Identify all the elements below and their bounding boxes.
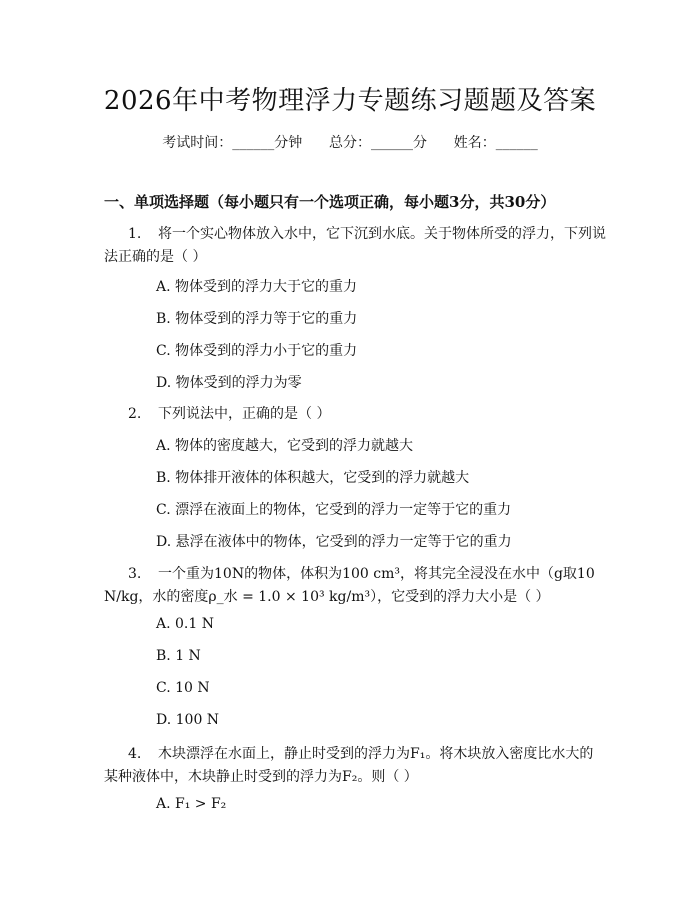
question-1-option-d: D. 物体受到的浮力为零 <box>156 375 302 391</box>
question-text: 下列说法中，正确的是（ ） <box>158 406 331 422</box>
question-3-option-d: D. 100 N <box>156 712 220 728</box>
question-number: 2. <box>128 406 142 422</box>
question-1-option-a: A. 物体受到的浮力大于它的重力 <box>156 279 358 295</box>
question-1-line-2: 法正确的是（ ） <box>104 249 207 265</box>
question-1-option-c: C. 物体受到的浮力小于它的重力 <box>156 343 358 359</box>
question-2-option-a: A. 物体的密度越大，它受到的浮力就越大 <box>156 438 414 454</box>
question-3-option-a: A. 0.1 N <box>156 616 214 632</box>
question-4-option-a: A. F₁ > F₂ <box>156 796 227 812</box>
question-4-line-1 <box>128 743 628 763</box>
question-number: 1. <box>128 226 142 242</box>
question-2-option-d: D. 悬浮在液体中的物体，它受到的浮力一定等于它的重力 <box>156 534 512 550</box>
question-text: 一个重为10N的物体，体积为100 cm³，将其完全浸没在水中（g取10 <box>158 566 595 582</box>
question-3-option-b: B. 1 N <box>156 648 201 664</box>
question-2-line-1 <box>128 403 628 423</box>
question-1-option-b: B. 物体受到的浮力等于它的重力 <box>156 311 358 327</box>
question-number: 3. <box>128 566 142 582</box>
question-number: 4. <box>128 746 142 762</box>
question-text: 木块漂浮在水面上，静止时受到的浮力为F₁。将木块放入密度比水大的 <box>158 746 594 762</box>
question-3-line-1 <box>128 563 628 583</box>
question-1-line-1 <box>128 223 628 243</box>
document-title: 2026年中考物理浮力专题练习题题及答案 <box>103 86 597 116</box>
question-3-option-c: C. 10 N <box>156 680 210 696</box>
question-text: 将一个实心物体放入水中，它下沉到水底。关于物体所受的浮力，下列说 <box>158 226 606 242</box>
question-2-option-b: B. 物体排开液体的体积越大，它受到的浮力就越大 <box>156 470 470 486</box>
question-3-line-2: N/kg，水的密度ρ_水 = 1.0 × 10³ kg/m³），它受到的浮力大小是（ ） <box>104 589 550 605</box>
exam-info-line: 考试时间：______分钟 总分：______分 姓名：______ <box>162 135 538 151</box>
question-2-option-c: C. 漂浮在液面上的物体，它受到的浮力一定等于它的重力 <box>156 502 512 518</box>
section-heading: 一、单项选择题（每小题只有一个选项正确，每小题3分，共30分） <box>104 193 556 211</box>
question-4-line-2: 某种液体中，木块静止时受到的浮力为F₂。则（ ） <box>104 769 418 785</box>
